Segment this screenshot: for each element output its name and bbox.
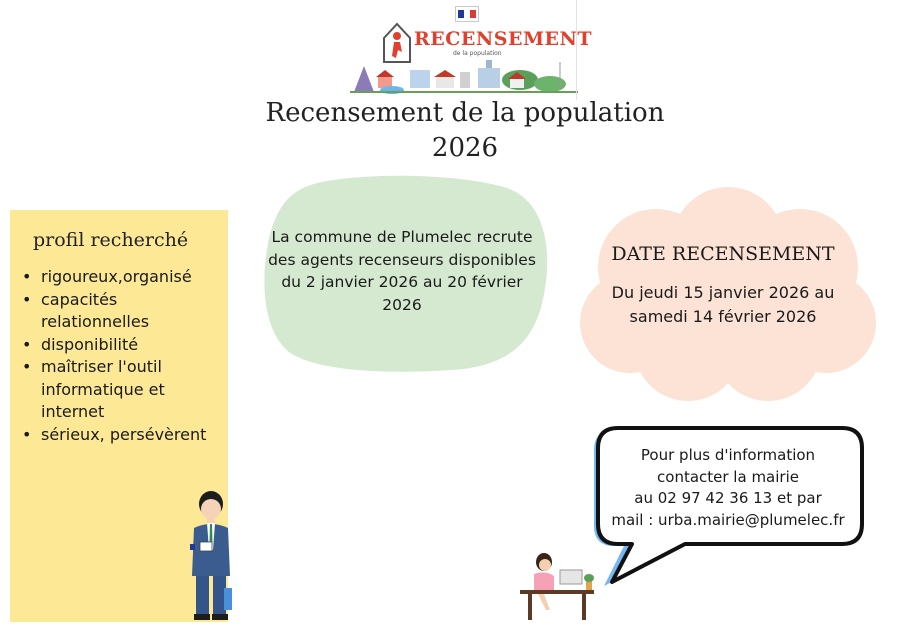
contact-line: contacter la mairie — [657, 467, 799, 486]
contact-email: mail : urba.mairie@plumelec.fr — [611, 510, 845, 529]
census-agent-illustration-icon — [186, 490, 236, 622]
profile-title: profil recherché — [33, 229, 189, 251]
page-title-line1: Recensement de la population — [265, 98, 665, 128]
dates-title: DATE RECENSEMENT — [611, 243, 835, 265]
list-item: • capacités relationnelles — [22, 289, 222, 334]
logo-subtitle: de la population — [453, 50, 502, 57]
dates-text: Du jeudi 15 janvier 2026 au samedi 14 février 2026 — [611, 283, 835, 326]
list-item: • maîtriser l'outil informatique et internet — [22, 356, 222, 424]
profile-list — [22, 266, 222, 446]
list-item: • sérieux, persévèrent — [22, 424, 222, 447]
list-item: • rigoureux,organisé — [22, 266, 222, 289]
page-title-line2: 2026 — [431, 133, 499, 163]
logo-wordmark: RECENSEMENT — [414, 28, 592, 50]
french-republic-flag-icon — [455, 6, 479, 22]
contact-line: Pour plus d'information — [640, 446, 816, 464]
village-illustration-icon — [350, 60, 578, 94]
woman-at-desk-illustration-icon — [518, 550, 598, 622]
contact-text — [603, 445, 853, 531]
page-title — [230, 96, 700, 166]
contact-phone: au 02 97 42 36 13 et par — [634, 489, 822, 507]
house-person-icon — [384, 24, 410, 62]
list-item: • disponibilité — [22, 334, 222, 357]
recruitment-text: La commune de Plumelec recrute des agents recenseurs disponibles du 2 janvier 2026 au 20 février 2026 — [268, 228, 536, 314]
header-divider — [576, 0, 577, 100]
